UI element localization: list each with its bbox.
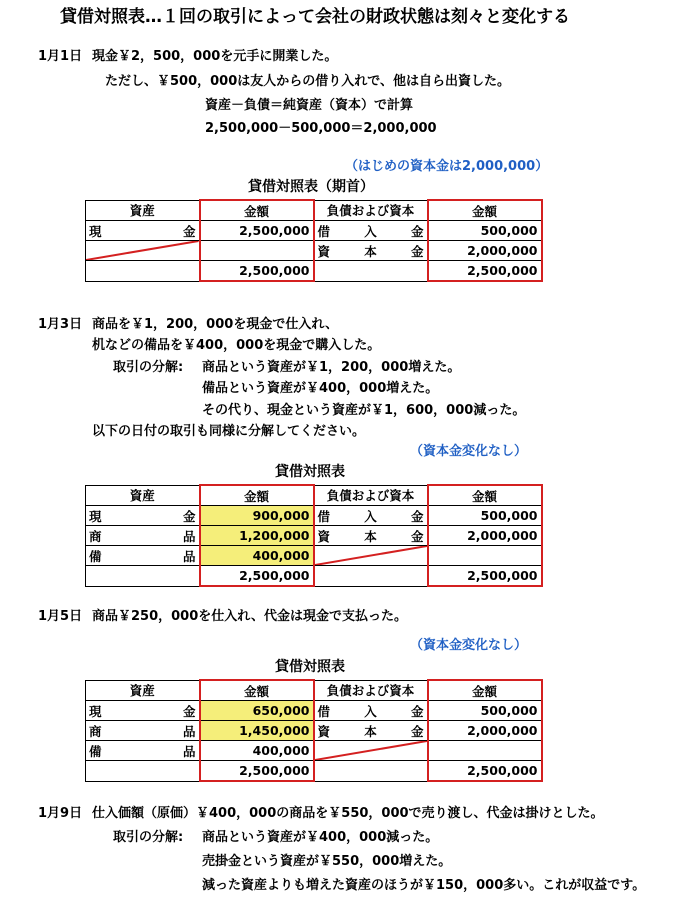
s2-line1: 商品を￥1，200，000を現金で仕入れ、 <box>92 317 339 332</box>
table-row-total: 2,500,000 2,500,000 <box>86 261 542 282</box>
s2-note: （資本金変化なし） <box>410 444 528 459</box>
s2-d2: 備品という資産が￥400，000増えた。 <box>202 381 439 396</box>
date-jan1: 1月1日 <box>38 49 83 64</box>
s4-d2: 売掛金という資産が￥550，000増えた。 <box>202 854 452 869</box>
s2-d4: 以下の日付の取引も同様に分解してください。 <box>92 424 366 439</box>
s1-note: （はじめの資本金は2,000,000） <box>345 159 549 174</box>
s2-line2: 机などの備品を￥400，000を現金で購入した。 <box>92 338 381 353</box>
table-row: 現 金 650,000 借 入 金 500,000 <box>86 701 542 721</box>
table3-title: 貸借対照表 <box>275 659 345 675</box>
date-jan5: 1月5日 <box>38 609 83 624</box>
table2-title: 貸借対照表 <box>275 464 345 480</box>
s1-line3: 資産－負債＝純資産（資本）で計算 <box>205 98 414 113</box>
account-cash: 現 金 <box>89 223 196 239</box>
date-jan3: 1月3日 <box>38 317 83 332</box>
empty-diagonal <box>86 241 200 261</box>
s2-d1: 商品という資産が￥1，200，000増えた。 <box>202 360 461 375</box>
col-asset: 資産 <box>86 200 200 221</box>
s1-line4: 2,500,000－500,000＝2,000,000 <box>205 121 437 136</box>
page-title: 貸借対照表…１回の取引によって会社の財政状態は刻々と変化する <box>60 7 570 27</box>
table-row: 商 品 1,200,000 資 本 金 2,000,000 <box>86 526 542 546</box>
s4-line1: 仕入価額（原価）￥400，000の商品を￥550，000で売り渡し、代金は掛けとした。 <box>92 806 604 821</box>
table-row: 現 金 900,000 借 入 金 500,000 <box>86 506 542 526</box>
s2-d3: その代り、現金という資産が￥1，600，000減った。 <box>202 403 526 418</box>
s2-label: 取引の分解: <box>113 360 184 375</box>
table-row: 備 品 400,000 <box>86 546 542 566</box>
table1-title: 貸借対照表（期首） <box>248 179 374 195</box>
table-row: 備 品 400,000 <box>86 741 542 761</box>
balance-sheet-jan5: 資産 金額 負債および資本 金額 現 金 650,000 借 入 金 500,000 商 品 1,450,000 資 本 金 2,000,000 備 品 400,000 2,500,000 2,500,000 <box>85 679 543 782</box>
col-liab: 負債および資本 <box>314 200 428 221</box>
balance-sheet-jan3: 資産 金額 負債および資本 金額 現 金 900,000 借 入 金 500,000 商 品 1,200,000 資 本 金 2,000,000 備 品 400,000 2,500,000 2,500,000 <box>85 484 543 587</box>
table-row: 商 品 1,450,000 資 本 金 2,000,000 <box>86 721 542 741</box>
table-row-total: 2,500,000 2,500,000 <box>86 566 542 587</box>
s1-line2: ただし、￥500，000は友人からの借り入れで、他は自ら出資した。 <box>105 74 511 89</box>
table-row-total: 2,500,000 2,500,000 <box>86 761 542 782</box>
account-loan: 借 入 金 <box>317 223 424 239</box>
table-row: 資 本 金 2,000,000 <box>86 241 542 261</box>
s1-line1: 現金￥2，500，000を元手に開業した。 <box>92 49 338 64</box>
s3-note: （資本金変化なし） <box>410 638 528 653</box>
s4-label: 取引の分解: <box>113 830 184 845</box>
s4-d3: 減った資産よりも増えた資産のほうが￥150，000多い。これが収益です。 <box>202 878 646 893</box>
date-jan9: 1月9日 <box>38 806 83 821</box>
s3-line1: 商品￥250，000を仕入れ、代金は現金で支払った。 <box>92 609 408 624</box>
account-capital: 資 本 金 <box>317 243 424 259</box>
col-amount: 金額 <box>200 200 314 221</box>
balance-sheet-opening <box>85 199 543 282</box>
s4-d1: 商品という資産が￥400，000減った。 <box>202 830 439 845</box>
col-amount2: 金額 <box>428 200 542 221</box>
table-row: 現 金 2,500,000 借 入 金 500,000 <box>86 221 542 241</box>
